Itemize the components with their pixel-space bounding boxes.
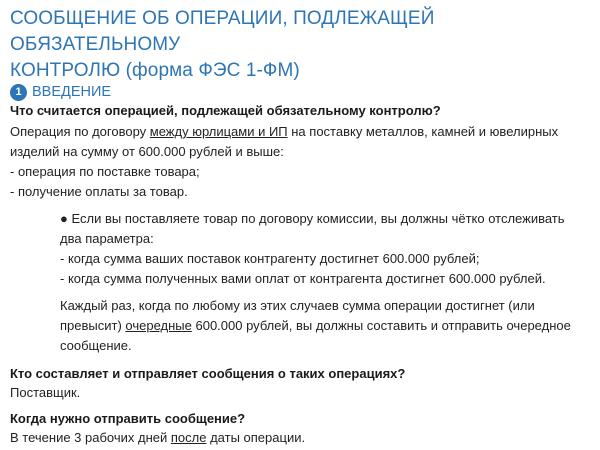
underlined-parties: между юрлицами и ИП — [149, 124, 288, 139]
answer-1-line-2: изделий на сумму от 600.000 рублей и выше: — [10, 144, 284, 159]
paragraph-text-a: превысит) — [60, 318, 126, 333]
commission-line-2: два параметра: — [60, 231, 154, 246]
commission-line-1 — [60, 209, 565, 229]
question-2: Кто составляет и отправляет сообщения о таких операциях? — [10, 366, 406, 381]
commission-line-4: - когда сумма полученных вами оплат от контрагента достигнет 600.000 рублей. — [60, 271, 546, 286]
answer-3 — [10, 428, 305, 448]
answer-1-text-b: на поставку металлов, камней и ювелирных — [287, 124, 559, 139]
bullet-icon: ● — [60, 211, 68, 226]
underlined-after: после — [170, 430, 207, 445]
answer-3-text-b: даты операции. — [206, 430, 306, 445]
answer-1-text-a: Операция по договору — [10, 124, 150, 139]
commission-paragraph-line-1: Каждый раз, когда по любому из этих случаев сумма операции достигнет (или — [60, 298, 535, 313]
answer-1-line-1 — [10, 122, 558, 142]
answer-2: Поставщик. — [10, 385, 81, 400]
answer-3-text-a: В течение 3 рабочих дней — [10, 430, 171, 445]
question-3: Когда нужно отправить сообщение? — [10, 411, 246, 426]
question-1: Что считается операцией, подлежащей обязательному контролю? — [10, 103, 441, 118]
paragraph-text-b: 600.000 рублей, вы должны составить и отправить очередное — [191, 318, 571, 333]
section-header — [10, 82, 111, 102]
answer-1-line-3: - операция по поставке товара; — [10, 164, 200, 179]
underlined-next: очередные — [125, 318, 192, 333]
section-number-badge: 1 — [10, 84, 27, 101]
title-line-1: СООБЩЕНИЕ ОБ ОПЕРАЦИИ, ПОДЛЕЖАЩЕЙ ОБЯЗАТЕЛЬНОМУ — [10, 8, 435, 55]
commission-paragraph-line-3: сообщение. — [60, 338, 132, 353]
title-line-2: КОНТРОЛЮ (форма ФЭС 1-ФМ) — [10, 60, 300, 81]
answer-1-line-4: - получение оплаты за товар. — [10, 184, 188, 199]
section-title: ВВЕДЕНИЕ — [32, 84, 112, 100]
commission-line-3: - когда сумма ваших поставок контрагенту достигнет 600.000 рублей; — [60, 251, 480, 266]
commission-paragraph-line-2 — [60, 316, 571, 336]
document-title — [10, 6, 590, 84]
commission-text-1: Если вы поставляете товар по договору комиссии, вы должны чётко отслеживать — [67, 211, 565, 226]
